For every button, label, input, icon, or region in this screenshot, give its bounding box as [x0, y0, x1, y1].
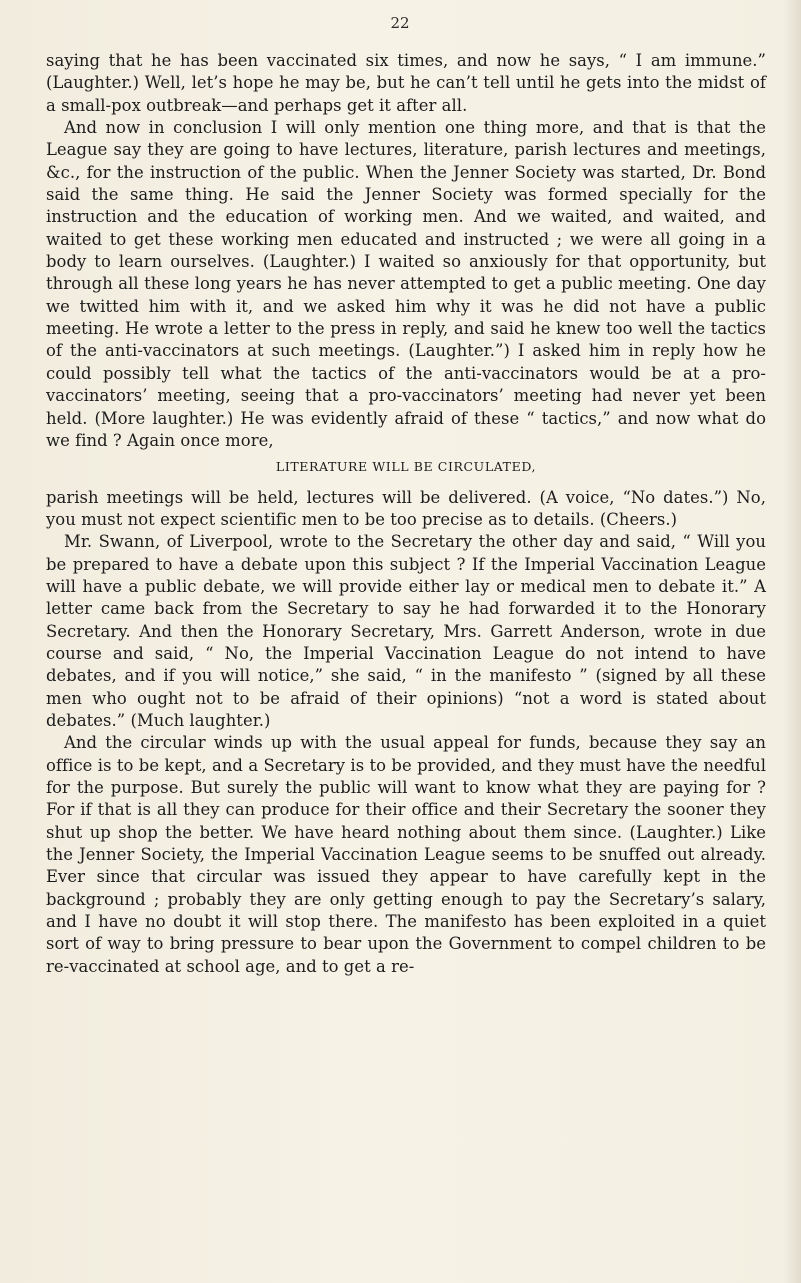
paragraph: And the circular winds up with the usual appeal for funds, because they say an office is to be kept, and a Secretary is to be provided, and they must have the needful for the purpose. But surely the public will want to know what they are paying for ? For if that is all they can produce for their office and their Secretary the sooner they shut up shop the better. We have heard nothing about them since. (Laughter.) Like the Jenner Society, the Imperial Vaccination League seems to be snuffed out already. Ever since that circular was issued they appear to have carefully kept in the background ; probably they are only getting enough to pay the Secretary’s salary, and I have no doubt it will stop there. The manifesto has been exploited in a quiet sort of way to bring pressure to bear upon the Government to compel children to be re-vaccinated at school age, and to get a re- [46, 733, 766, 976]
body-text [46, 50, 766, 978]
section-heading: LITERATURE WILL BE CIRCULATED, [275, 459, 537, 475]
paragraph: And now in conclusion I will only mention one thing more, and that is that the League say they are going to have lectures, literature, parish lectures and meetings, &c., for the instruction of the public. When the Jenner Society was started, Dr. Bond said the same thing. He said the Jenner Society was formed specially for the instruction and the education of working men. And we waited, and waited, and waited to get these working men educated and instructed ; we were all going in a body to learn ourselves. (Laughter.) I waited so anxiously for that opportunity, but through all these long years he has never attempted to get a public meeting. One day we twitted him with it, and we asked him why it was he did not have a public meeting. He wrote a letter to the press in reply, and said he knew too well the tactics of the anti-vaccinators at such meetings. (Laughter.”) I asked him in reply how he could possibly tell what the tactics of the anti-vaccinators would be at a pro-vaccinators’ meeting, seeing that a pro-vaccinators’ meeting had never yet been held. (More laughter.) He was evidently afraid of these “ tactics,” and now what do we find ? Again once more, [46, 118, 766, 450]
paragraph: parish meetings will be held, lectures will be delivered. (A voice, “No dates.”) No, you must not expect scientific men to be too precise as to details. (Cheers.) [46, 487, 766, 529]
paragraph: saying that he has been vaccinated six times, and now he says, “ I am immune.” (Laughter.) Well, let’s hope he may be, but he can’t tell until he gets into the midst of a small-pox outbreak—and perhaps get it after all. [46, 51, 766, 115]
page-number: 22 [390, 14, 410, 32]
page-edge-shadow [783, 0, 801, 1283]
paragraph: Mr. Swann, of Liverpool, wrote to the Secretary the other day and said, “ Will you be prepared to have a debate upon this subject ? If the Imperial Vaccination League will have a public debate, we will provide either lay or medical men to debate it.” A letter came back from the Secretary to say he had forwarded it to the Honorary Secretary. And then the Honorary Secretary, Mrs. Garrett Anderson, wrote in due course and said, “ No, the Imperial Vaccination League do not intend to have debates, and if you will notice,” she said, “ in the manifesto ” (signed by all these men who ought not to be afraid of their opinions) “not a word is stated about debates.” (Much laughter.) [46, 532, 766, 730]
